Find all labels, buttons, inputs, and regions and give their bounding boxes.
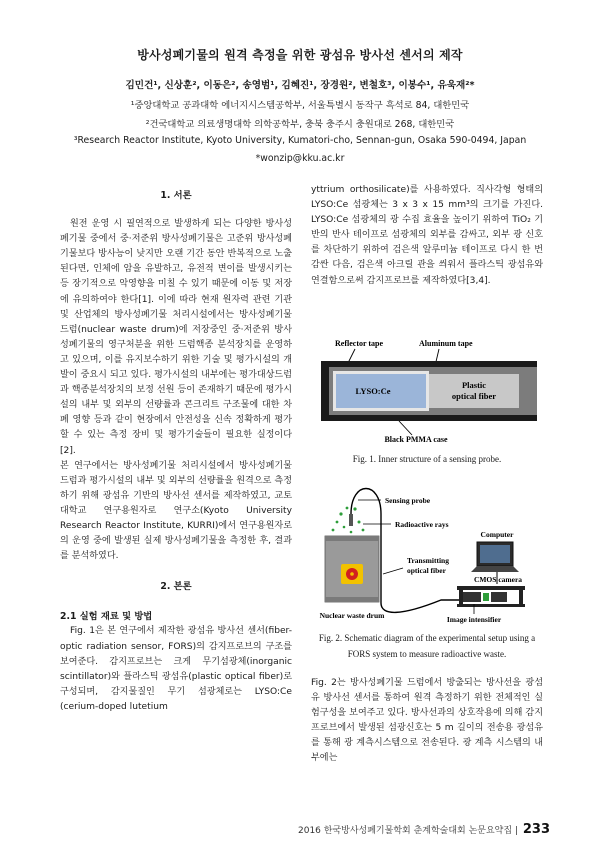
fig2-sensing-probe	[349, 514, 353, 526]
paper-title: 방사성폐기물의 원격 측정을 위한 광섬유 방사선 센서의 제작	[137, 48, 463, 62]
fig2-cmos-camera	[491, 592, 507, 602]
right-column-top	[311, 183, 543, 289]
probe-paragraph: yttrium orthosilicate)를 사용하였다. 직사각형 형태의 LYSO:Ce 섬광체는 3 x 3 x 15 mm³의 크기를 가진다. LYSO:Ce 섬광체의 광 수집 효율을 높이기 위하여 TiO₂ 기반의 반사 테이프로 섬광체의 외부를 감싸고, 외부 광 신호를 차단하기 위하여 검은색 알루미늄 테이프로 다시 한 번 감싼 다음, 검은색 아크릴 관을 씌워서 플라스틱 광섬유와 연결함으로써 감지프로브를 제작하였다[3,4].	[311, 185, 543, 286]
figure-1-caption: Fig. 1. Inner structure of a sensing probe.	[352, 454, 502, 464]
author-list	[0, 77, 600, 91]
figure-2-experimental-setup	[311, 478, 543, 628]
fig1-label-aluminum: Aluminum tape	[419, 339, 473, 348]
fig1-label-plastic: Plastic	[461, 380, 487, 390]
right-column-bottom	[311, 676, 543, 767]
fig1-label-reflector: Reflector tape	[335, 339, 384, 348]
fig1-label-pmma: Black PMMA case	[384, 435, 448, 444]
affiliation-2: ²건국대학교 의료생명대학 의학공학부, 충북 충주시 충원대로 268, 대한민국	[145, 119, 455, 130]
subsection-2-1-title: 2.1 실험 재료 및 방법	[60, 611, 153, 623]
section-1-title: 1. 서론	[160, 190, 192, 201]
fig2-label-waste-drum: Nuclear waste drum	[319, 611, 385, 620]
left-column	[60, 188, 292, 715]
affiliation-3: ³Research Reactor Institute, Kyoto University, Kumatori-cho, Sennan-gun, Osaka 590-0494, Japan	[73, 135, 527, 146]
fig2-label-sensing-probe: Sensing probe	[385, 496, 431, 505]
fig2-label-computer: Computer	[480, 530, 514, 539]
fig2-image-intensifier	[463, 592, 481, 602]
page-footer	[298, 822, 550, 837]
fig1-label-lyso: LYSO:Ce	[355, 386, 391, 396]
corresponding-email: *wonzip@kku.ac.kr	[255, 153, 345, 164]
section-2-title: 2. 본론	[160, 581, 192, 593]
footer-proceedings: 2016 한국방사성폐기물학회 춘계학술대회 논문요약집	[298, 826, 513, 836]
affiliation-1: ¹중앙대학교 공과대학 에너지시스템공학부, 서울특별시 동작구 흑석로 84, 대한민국	[130, 100, 470, 111]
fig2-label-transmitting: Transmitting	[407, 556, 449, 565]
intro-paragraph-2: 본 연구에서는 방사성폐기물 처리시설에서 방사성폐기물 드럼과 평가시설의 내부 및 외부의 선량률을 원격으로 측정하기 위해 광섬유 기반의 방사선 센서를 제작하였고, 교토대학교 연구용원자로 연구소(Kyoto University Research Reactor Institute, KURRI)에서 연구용원자로의 운영 중에 발생된 실제 방사성폐기물을 측정한 후, 결과를 분석하였다.	[60, 460, 292, 562]
fig2-lens	[483, 593, 489, 601]
fig2-label-radioactive-rays: Radioactive rays	[395, 520, 449, 529]
fig2-optical-rail	[457, 586, 525, 590]
methods-paragraph-1: Fig. 1은 본 연구에서 제작한 광섬유 방사선 센서(fiber-optic radiation sensor, FORS)의 감지프로브의 구조를 보여준다. 감지프로브는 크게 무기섬광체(inorganic scintillator)와 플라스틱 광섬유(plastic optical fiber)로 구성되며, 감지물질인 무기 섬광체로는 LYSO:Ce (cerium-doped lutetium	[60, 626, 292, 712]
setup-paragraph: Fig. 2는 방사성폐기물 드럼에서 방출되는 방사선을 광섬유 방사선 센서를 통하여 원격 측정하기 위한 전체적인 실험구성을 보여주고 있다. 방사선과의 상호작용에 의해 감지프로브에서 발생된 섬광신호는 5 m 길이의 전송용 광섬유를 통해 광 계측시스템으로 전송된다. 광 계측 시스템의 내부에는	[311, 678, 543, 764]
figure-2-caption: Fig. 2. Schematic diagram of the experimental setup using a FORS system to measure radioactive waste.	[318, 633, 536, 659]
intro-paragraph-1: 원전 운영 시 필연적으로 발생하게 되는 다양한 방사성폐기물 중에서 중·저준위 방사성폐기물은 고준위 방사성폐기물보다 방사능이 낮지만 오랜 기간 동안 반복적으로 노출된다면, 인체에 암을 유발하고, 유전적 변이를 발생시키는 등 장기적으로 악영향을 미칠 수 있기 때문에 이동 및 저장에 유의하여야 한다[1]. 이에 따라 현재 원자력 관련 기관 및 산업체의 방사성폐기물 처리시설에서는 방사성폐기물 드럼(nuclear waste drum)에 저장중인 중·저준위 방사성폐기물의 영구처분을 위한 드럼핵종 분석장치를 운영하고 있으며, 이를 유지보수하기 위한 기술 및 평가시설의 개발이 중요시 되고 있다. 평가시설의 내부에는 평가대상드럼과 핵종분석장치의 보정 선원 등이 존재하기 때문에 평가시설의 내부 및 외부의 선량률과 콘크리트 구조물에 대한 차폐 영향 등과 같이 현장에서 안전성을 신속 정확하게 평가할 수 있는 측정 장비 및 평가기술들이 필요한 실정이다[2].	[60, 219, 292, 456]
fig2-radiation-particles	[332, 507, 365, 534]
fig2-laptop-base	[471, 566, 519, 572]
authors-line: 김민건¹, 신상훈², 이동은², 송영범¹, 김혜진¹, 장경원², 변철호³, 이봉수¹, 유욱재²*	[125, 80, 475, 91]
page-number: 233	[522, 822, 550, 837]
figure-1-sensing-probe	[311, 335, 543, 453]
footer-separator: |	[514, 826, 518, 836]
fig1-leader-pmma	[399, 421, 412, 435]
fig2-label-image-intensifier: Image intensifier	[446, 615, 502, 624]
fig2-label-optical-fiber: optical fiber	[407, 566, 446, 575]
fig1-label-optical-fiber: optical fiber	[451, 391, 497, 401]
fig2-label-cmos-camera: CMOS camera	[473, 575, 523, 584]
